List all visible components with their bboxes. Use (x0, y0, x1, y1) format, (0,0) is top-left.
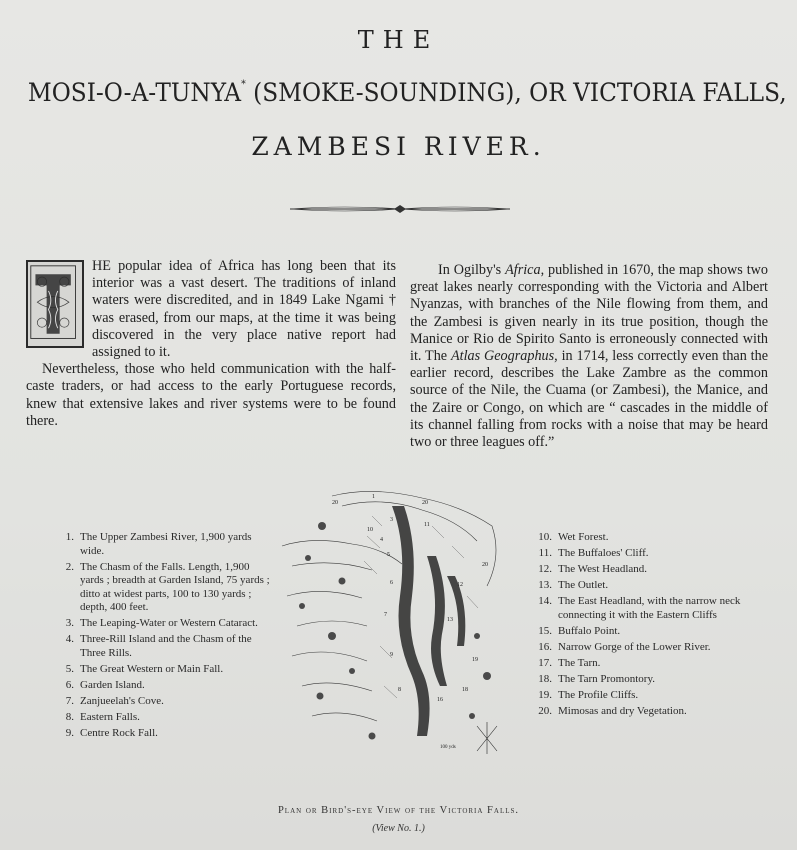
legend-text: The West Headland. (558, 563, 648, 576)
map-label: 10 (367, 527, 373, 533)
legend-text: The Leaping-Water or Western Cataract. (80, 617, 258, 630)
figure-caption: Plan or Bird's-eye View of the Victoria Falls. (277, 805, 520, 816)
legend-text: The Tarn Promontory. (558, 673, 655, 686)
paragraph-3 (410, 262, 768, 451)
legend-text: Eastern Falls. (80, 711, 140, 724)
legend-text: The Profile Cliffs. (558, 689, 639, 702)
legend-number: 10. (538, 531, 552, 543)
legend-number: 12. (538, 563, 552, 576)
legend-number: 6. (65, 678, 74, 691)
legend-number: 9. (65, 727, 74, 740)
legend-number: 13. (538, 579, 552, 592)
legend-number: 16. (538, 641, 552, 654)
ornament-rule-icon (290, 202, 510, 216)
map-label: 9 (390, 652, 393, 658)
legend-text: Wet Forest. (558, 531, 609, 543)
legend-number: 7. (65, 695, 74, 708)
footnote-mark: * (241, 79, 246, 90)
p3-part-a: In Ogilby's (438, 262, 506, 278)
legend-number: 20. (538, 705, 552, 718)
map-label: 18 (462, 687, 468, 693)
legend-number: 15. (538, 624, 552, 637)
left-column (26, 258, 396, 430)
figure-caption-sub: (View No. 1.) (372, 823, 425, 834)
map-label: 3 (390, 517, 393, 523)
legend-text: The Chasm of the Falls. Length, 1,900 yards ; breadth at Garden Island, 75 yards ; ditto at widest parts, 100 to 130 yards ; depth, 400 feet. (80, 560, 270, 614)
legend-item (532, 563, 772, 577)
legend-item (54, 663, 272, 677)
map-label: 5 (387, 552, 390, 558)
legend-item (532, 689, 772, 703)
dropcap-t-icon (26, 260, 84, 348)
map-scale-label: 100 yds (440, 745, 456, 750)
map-label: 20 (332, 500, 338, 506)
legend-item (532, 657, 772, 671)
legend-number: 3. (65, 617, 74, 630)
map-label: 20 (422, 500, 428, 506)
legend-number: 19. (538, 689, 552, 702)
legend-text: The East Headland, with the narrow neck connecting it with the Eastern Cliffs (558, 595, 741, 621)
p3-italic-africa: Africa (505, 262, 541, 278)
legend-number: 11. (538, 547, 552, 560)
legend-text: Mimosas and dry Vegetation. (558, 705, 687, 718)
title-river: ZAMBESI RIVER. (251, 132, 546, 161)
map-label: 20 (482, 562, 488, 568)
title-the: THE (357, 26, 440, 54)
legend-text: The Tarn. (558, 657, 601, 670)
paragraph-1: HE popular idea of Africa has long been that its interior was a vast desert. The traditions of inland waters were discredited, and in 1849 Lake Ngami † was erased, from our maps, at the time it was being discovered in the very place native report had assigned to it. (92, 258, 396, 361)
map-label: 13 (447, 617, 453, 623)
legend-number: 1. (65, 531, 74, 543)
legend-item (532, 673, 772, 687)
legend-text: Zanjueelah's Cove. (80, 695, 164, 708)
legend-item (54, 531, 272, 558)
legend-item (54, 711, 272, 725)
legend-item (532, 705, 772, 719)
title-main-rest: (SMOKE-SOUNDING), OR VICTORIA FALLS, (245, 78, 787, 107)
legend-text: Centre Rock Fall. (80, 727, 158, 740)
legend-left (54, 531, 272, 743)
p3-italic-atlas: Atlas Geographus (450, 348, 555, 365)
legend-number: 4. (65, 633, 74, 646)
legend-item (54, 633, 272, 660)
legend-item (54, 617, 272, 631)
legend-number: 18. (538, 673, 552, 686)
legend-item (54, 561, 272, 615)
legend-number: 8. (65, 711, 74, 724)
map-label: 1 (372, 494, 375, 500)
p3-part-c: , in 1714, less correctly even than the earlier record, describes the Lake Zambre as the common source of the Nile, the Cuama (or Zambesi), the Manice, and the Zaire or Congo, on which are “ cascades in the middle of its channel falling from rocks with a noise that may be heard two or three leagues off.” (410, 348, 769, 451)
map-label: 4 (380, 537, 383, 543)
legend-text: The Great Western or Main Fall. (80, 662, 224, 675)
legend-item (532, 625, 772, 639)
p3-part-b: , published in 1670, the map shows two great lakes nearly corresponding with the Victoria and Albert Nyanzas, with branches of the Nile flowing from them, and the Zambesi is given nearly in its true position, though the Manice or Rio de Spirito Santo is erroneously connected with it. The (410, 262, 768, 365)
legend-number: 5. (65, 662, 74, 675)
paragraph-2: Nevertheless, those who held communication with the half-caste traders, or had access to the early Portuguese records, knew that extensive lakes and river systems were to be found there. (26, 361, 396, 429)
legend-text: Garden Island. (80, 678, 145, 691)
legend-right (532, 531, 772, 722)
map-label: 16 (437, 697, 443, 703)
legend-number: 14. (538, 595, 552, 608)
legend-text: Narrow Gorge of the Lower River. (558, 641, 711, 654)
legend-item (532, 579, 772, 593)
compass-icon (477, 722, 497, 754)
map-label: 6 (390, 580, 393, 586)
legend-item (54, 727, 272, 741)
title-main-name: MOSI-O-A-TUNYA (27, 78, 242, 107)
map-label: 11 (424, 522, 430, 528)
chasm (392, 506, 465, 736)
legend-text: Buffalo Point. (558, 624, 621, 637)
legend-text: The Outlet. (558, 579, 609, 592)
legend-number: 2. (65, 560, 74, 573)
map-label: 12 (457, 582, 463, 588)
legend-text: Three-Rill Island and the Chasm of the Three Rills. (80, 633, 252, 659)
map-label: 7 (384, 612, 387, 618)
legend-item (532, 531, 772, 545)
page-title (27, 78, 787, 107)
right-column (410, 262, 768, 451)
falls-plan-map (272, 486, 522, 774)
legend-item (54, 695, 272, 709)
legend-item (532, 595, 772, 622)
legend-text: The Upper Zambesi River, 1,900 yards wide. (80, 531, 252, 557)
legend-text: The Buffaloes' Cliff. (558, 547, 649, 560)
legend-item (532, 547, 772, 561)
map-label: 19 (472, 657, 478, 663)
legend-number: 17. (538, 657, 552, 670)
map-label: 8 (398, 687, 401, 693)
legend-item (532, 641, 772, 655)
legend-item (54, 679, 272, 693)
